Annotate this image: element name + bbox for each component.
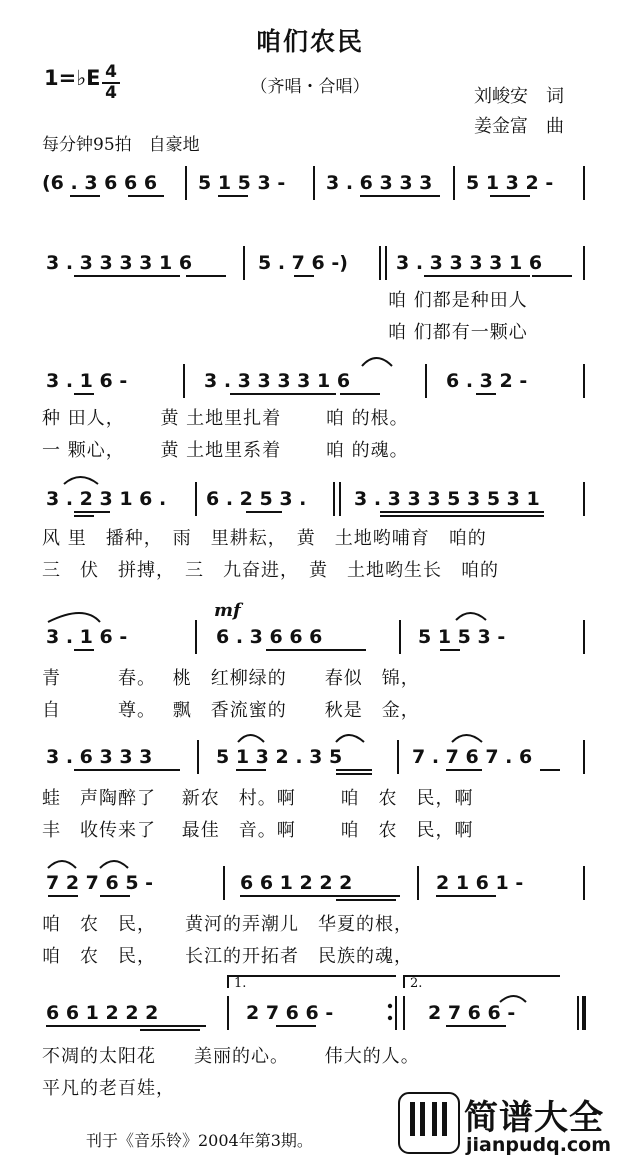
measure: 5 1 3 2 . 3 5 [216, 746, 343, 768]
song-title: 咱们农民 [255, 27, 364, 56]
measure: 3 . 6 3 3 3 [326, 172, 433, 194]
logo-url: jianpudq.com [466, 1134, 612, 1156]
lyric-line: 一 颗心， 黄 土地里系着 咱 的魂。 [42, 440, 409, 461]
meter-top: 4 [105, 62, 117, 82]
measure: 7 . 7 6 7 . 6 [412, 746, 533, 768]
measure: 3 . 3 3 3 5 3 5 3 1 [354, 488, 540, 510]
site-logo [398, 1088, 620, 1162]
measure: 2 7 6 6 - [246, 1002, 334, 1024]
publication-note: 刊于《音乐铃》2004年第3期。 [86, 1131, 313, 1150]
lyric-line: 青 春。 桃 红柳绿的 春似 锦， [42, 668, 420, 689]
lyric-line: 平凡的老百娃， [42, 1078, 175, 1099]
measure: 2 1 6 1 - [436, 872, 524, 894]
volta-1-label: 1. [234, 976, 247, 991]
lyric-line: 风 里 播种， 雨 里耕耘， 黄 土地哟哺育 咱的 [42, 528, 487, 549]
measure: (6 . 3 6 6 6 [42, 172, 158, 194]
measure: 3 . 1 6 - [46, 370, 128, 392]
dynamic-marking: mf [214, 600, 241, 621]
logo-text: 简谱大全 [464, 1098, 604, 1138]
measure: 7 2 7 6 5 - [46, 872, 154, 894]
lyric-line: 咱 们都是种田人 [388, 290, 528, 311]
performance-style: （齐唱・合唱） [250, 77, 370, 97]
lyric-line: 丰 收传来了 最佳 音。啊 咱 农 民，啊 [42, 820, 474, 841]
piano-keys-icon [398, 1092, 460, 1154]
measure: 6 6 1 2 2 2 [240, 872, 353, 894]
measure: 3 . 2 3 1 6 . [46, 488, 167, 510]
measure: 3 . 3 3 3 3 1 6 [204, 370, 351, 392]
lyricist-credit: 刘峻安 词 [474, 86, 564, 107]
meter-bottom: 4 [105, 83, 117, 103]
measure: 5 . 7 6 -) [258, 252, 348, 274]
measure: 3 . 1 6 - [46, 626, 128, 648]
measure: 2 7 6 6 - [428, 1002, 516, 1024]
measure: 3 . 6 3 3 3 [46, 746, 153, 768]
lyric-line: 自 尊。 飘 香流蜜的 秋是 金， [42, 700, 420, 721]
tempo-marking: 每分钟95拍 自豪地 [42, 135, 200, 155]
measure: 6 6 1 2 2 2 [46, 1002, 159, 1024]
lyric-line: 蛙 声陶醉了 新农 村。啊 咱 农 民，啊 [42, 788, 474, 809]
measure: 6 . 2 5 3 . [206, 488, 307, 510]
measure: 5 1 5 3 - [418, 626, 506, 648]
measure: 6 . 3 6 6 6 [216, 626, 323, 648]
measure: 3 . 3 3 3 3 1 6 [46, 252, 193, 274]
measure: 5 1 5 3 - [198, 172, 286, 194]
measure: 3 . 3 3 3 3 1 6 [396, 252, 543, 274]
lyric-line: 咱 农 民， 长江的开拓者 民族的魂， [42, 946, 413, 967]
lyric-line: 咱 农 民， 黄河的弄潮儿 华夏的根， [42, 914, 413, 935]
lyric-line: 三 伏 拼搏， 三 九奋进， 黄 土地哟生长 咱的 [42, 560, 499, 581]
key-signature: 1=♭E [44, 66, 101, 90]
lyric-line: 不凋的太阳花 美丽的心。 伟大的人。 [42, 1046, 420, 1067]
composer-credit: 姜金富 曲 [474, 116, 564, 137]
volta-2-label: 2. [410, 976, 423, 991]
measure: 5 1 3 2 - [466, 172, 554, 194]
measure: 6 . 3 2 - [446, 370, 528, 392]
lyric-line: 咱 们都有一颗心 [388, 322, 528, 343]
lyric-line: 种 田人， 黄 土地里扎着 咱 的根。 [42, 408, 409, 429]
